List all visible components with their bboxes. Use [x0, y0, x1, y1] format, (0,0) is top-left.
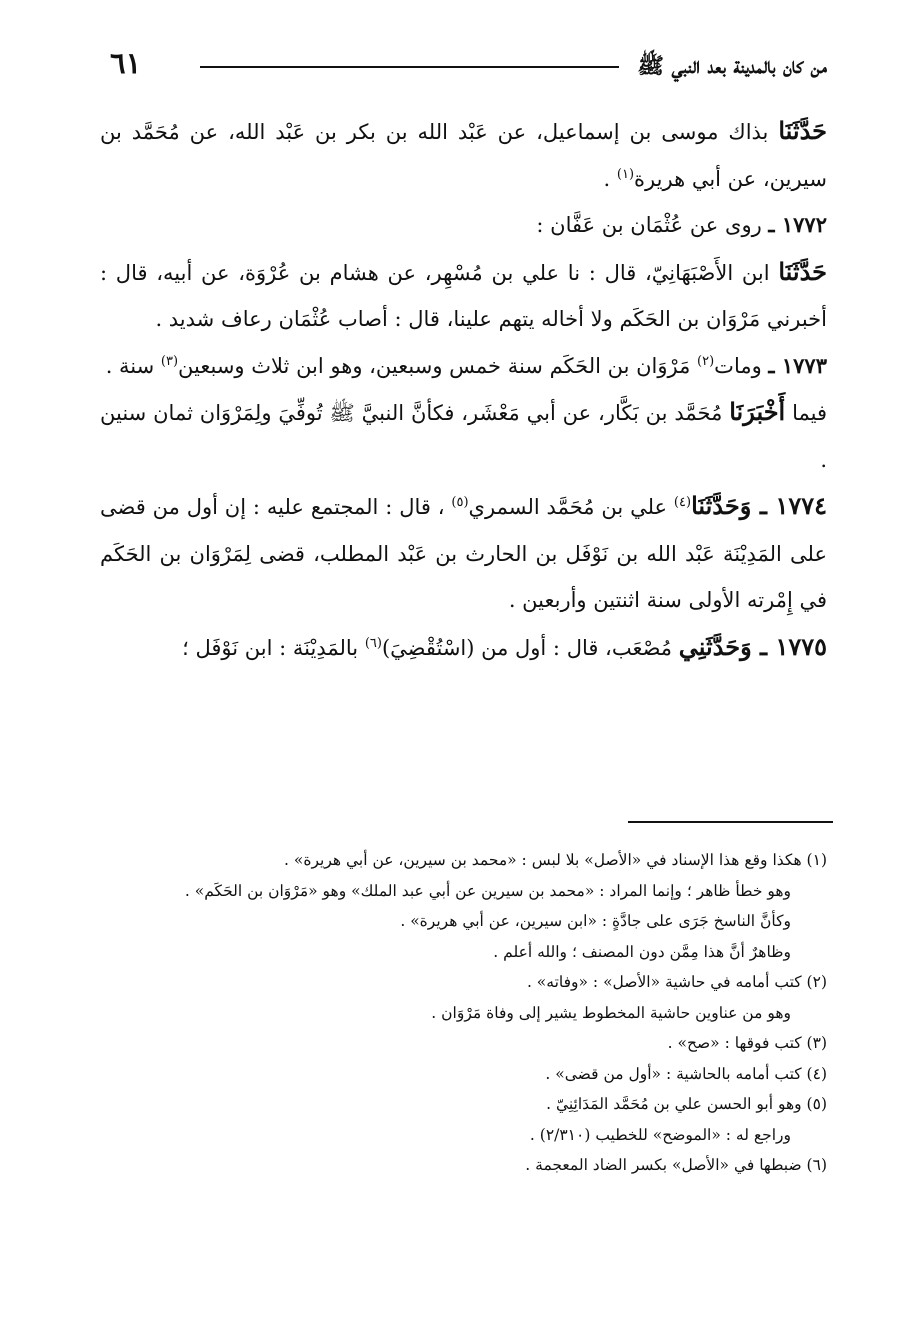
paragraph-text: فيما: [785, 401, 827, 425]
narration-keyword: ١٧٧٥ ـ وَحَدَّثَنِي: [678, 631, 827, 661]
footnotes: [150, 845, 827, 1181]
footnote-line: (٥) وهو أبو الحسن علي بن مُحَمَّد المَدَائِنِيّ .: [546, 1095, 827, 1113]
paragraph-text: روى عن عُثْمَان بن عَفَّان :: [536, 213, 769, 237]
paragraph-text: سنة .: [105, 353, 161, 378]
footnote-line: (٢) كتب أمامه في حاشية «الأصل» : «وفاته» .: [526, 973, 827, 991]
paragraph-text: علي بن مُحَمَّد السمري: [468, 495, 674, 519]
header-rule: [200, 66, 619, 68]
main-text: [100, 108, 827, 671]
paragraph: [100, 202, 827, 249]
footnote-ref: (٣): [160, 353, 179, 369]
footnote-line: (٦) ضبطها في «الأصل» بكسر الضاد المعجمة .: [525, 1156, 827, 1174]
footnote-line: وكأنَّ الناسخ جَرَى على جادَّةٍ : «ابن سيرين، عن أبي هريرة» .: [400, 912, 791, 930]
footnote-ref: (١): [616, 166, 635, 182]
paragraph: [100, 624, 827, 672]
footnote-ref: (٦): [364, 635, 382, 651]
footnote-line: (١) هكذا وقع هذا الإسناد في «الأصل» بلا لبس : «محمد بن سيرين، عن أبي هريرة» .: [284, 851, 827, 869]
footnote-line: وظاهرٌ أنَّ هذا مِمَّن دون المصنف ؛ والله أعلم .: [493, 942, 791, 961]
running-title: من كان بالمدينة بعد النبي ﷺ: [637, 53, 827, 79]
footnote-line: وهو من عناوين حاشية المخطوط يشير إلى وفاة مَرْوَان .: [431, 1003, 791, 1022]
paragraph: [100, 108, 827, 202]
paragraph-text: مَرْوَان بن الحَكَم سنة خمس وسبعين، وهو ابن ثلاث وسبعين: [178, 353, 698, 378]
footnote-line: وهو خطأ ظاهر ؛ وإنما المراد : «محمد بن سيرين عن أبي عبد الملك» وهو «مَرْوَان بن الحَكَم» .: [184, 881, 791, 900]
footnote-ref: (٢): [697, 353, 715, 369]
footnote-line: (٣) كتب فوقها : «صح» .: [667, 1034, 827, 1052]
paragraph-text: مُصْعَب، قال : أول من (اسْتُقْضِيَ): [381, 635, 679, 660]
footnote-ref: (٤): [673, 495, 692, 510]
paragraph: [100, 343, 827, 390]
paragraph-text: .: [603, 166, 617, 191]
narration-keyword: أَخْبَرَنَا: [729, 397, 786, 426]
paragraph: [100, 249, 827, 343]
footnote-line: وراجع له : «الموضح» للخطيب (٢/٣١٠) .: [529, 1125, 791, 1144]
paragraph-text: ومات: [714, 353, 769, 378]
paragraph-text: مُحَمَّد بن بَكَّار، عن أبي مَعْشَر، فكأنَّ النبيَّ ﷺ تُوفِّيَ ولِمَرْوَان ثمان سنين .: [100, 401, 827, 472]
hadith-number: ١٧٧٣ ـ: [768, 352, 827, 378]
paragraph-text: بذاك موسى بن إسماعيل، عن عَبْد الله بن بكر بن عَبْد الله، عن مُحَمَّد بن سيرين، عن أبي هريرة: [100, 120, 827, 191]
narration-keyword: ١٧٧٤ ـ وَحَدَّثَنَا: [691, 491, 828, 520]
paragraph-text: ، قال : المجتمع عليه : إن أول من قضى على المَدِيْنَة عَبْد الله بن نَوْفَل بن الحارث بن عَبْد المطلب، قضى لِمَرْوَان بن الحَكَم في إِمْرته الأولى سنة اثنتين وأربعين .: [100, 495, 827, 612]
paragraph-text: ابن الأَصْبَهَانِيّ، قال : نا علي بن مُسْهِر، عن هشام بن عُرْوَة، عن أبيه، قال : أخبرني مَرْوَان بن الحَكَم ولا أخاله يتهم علينا، قال : أصاب عُثْمَان رعاف شديد .: [100, 260, 827, 331]
footnote-separator: [628, 821, 833, 823]
page-header: [100, 42, 827, 90]
page-number: ٦١: [110, 46, 142, 80]
paragraph-text: بالمَدِيْنَة : ابن نَوْفَل ؛: [182, 635, 365, 660]
narration-keyword: حَدَّثَنَا: [778, 256, 827, 286]
paragraph: [100, 483, 827, 624]
narration-keyword: حَدَّثَنَا: [778, 116, 827, 145]
hadith-number: ١٧٧٢ ـ: [768, 212, 827, 237]
footnote-ref: (٥): [451, 495, 469, 510]
footnote-line: (٤) كتب أمامه بالحاشية : «أول من قضى» .: [545, 1064, 827, 1083]
paragraph: [100, 389, 827, 483]
